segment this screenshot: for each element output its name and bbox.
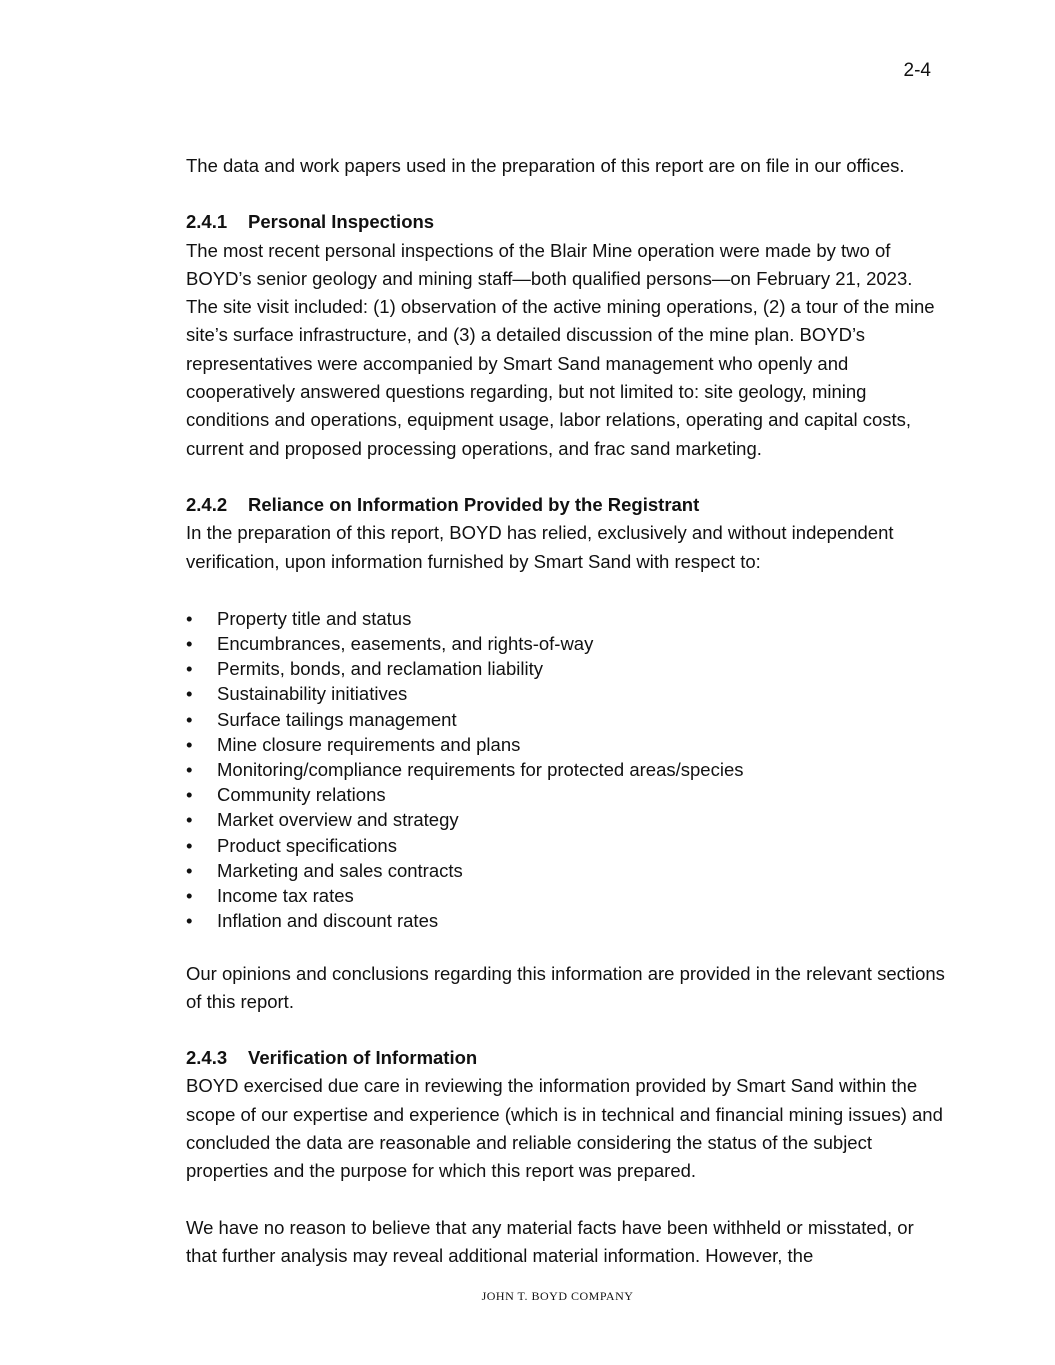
bullet-icon: • xyxy=(186,784,193,806)
section-title: Personal Inspections xyxy=(248,211,435,233)
section-title: Verification of Information xyxy=(248,1047,478,1069)
verification-paragraph: BOYD exercised due care in reviewing the information provided by Smart Sand within the scope of our expertise and experience (which is in technical and financial mining issues) and concluded the data are reasonable and reliable considering the status of the subject properties and the purpose for which this report was prepared. xyxy=(186,1075,943,1182)
section-number: 2.4.1 xyxy=(186,211,228,233)
bullet-icon: • xyxy=(186,633,193,655)
list-item: • Inflation and discount rates xyxy=(186,908,946,933)
list-item: • Marketing and sales contracts xyxy=(186,858,946,883)
inspections-paragraph: The most recent personal inspections of the Blair Mine operation were made by two of BOYD’s senior geology and mining staff—both qualified persons—on February 21, 2023. The site visit included: (1) observation of the active mining operations, (2) a tour of the mine site’s surface infrastructure, and (3) a detailed discussion of the mine plan. BOYD’s representatives were accompanied by Smart Sand management who openly and cooperatively answered questions regarding, but not limited to: site geology, mining conditions and operations, equipment usage, labor relations, operating and capital costs, current and proposed processing operations, and frac sand marketing. xyxy=(186,239,935,459)
list-item: • Property title and status xyxy=(186,606,946,631)
list-item: • Community relations xyxy=(186,782,946,807)
list-item: • Market overview and strategy xyxy=(186,807,946,832)
document-body xyxy=(186,152,946,1270)
page-number: 2-4 xyxy=(903,60,931,81)
section-heading-2-4-3 xyxy=(186,1044,946,1072)
list-item: • Income tax rates xyxy=(186,883,946,908)
list-item: • Sustainability initiatives xyxy=(186,681,946,706)
section-number: 2.4.2 xyxy=(186,493,228,515)
reliance-bullet-list xyxy=(186,606,946,934)
bullet-icon: • xyxy=(186,859,193,881)
section-number: 2.4.3 xyxy=(186,1047,228,1069)
section-heading-2-4-2 xyxy=(186,491,946,519)
bullet-icon: • xyxy=(186,658,193,680)
reliance-paragraph: In the preparation of this report, BOYD has relied, exclusively and without independent verification, upon information furnished by Smart Sand with respect to: xyxy=(186,522,894,572)
bullet-icon: • xyxy=(186,885,193,907)
material-facts-paragraph: We have no reason to believe that any material facts have been withheld or misstated, or that further analysis may reveal additional material information. However, the xyxy=(186,1216,914,1266)
opinions-paragraph: Our opinions and conclusions regarding this information are provided in the relevant sections of this report. xyxy=(186,962,945,1012)
bullet-icon: • xyxy=(186,733,193,755)
bullet-icon: • xyxy=(186,910,193,932)
list-item: • Monitoring/compliance requirements for protected areas/species xyxy=(186,757,946,782)
list-item: • Product specifications xyxy=(186,833,946,858)
bullet-icon: • xyxy=(186,607,193,629)
list-item: • Encumbrances, easements, and rights-of-way xyxy=(186,631,946,656)
bullet-icon: • xyxy=(186,834,193,856)
list-item: • Permits, bonds, and reclamation liability xyxy=(186,656,946,681)
intro-paragraph: The data and work papers used in the preparation of this report are on file in our offices. xyxy=(186,155,905,176)
section-heading-2-4-1 xyxy=(186,208,946,236)
bullet-icon: • xyxy=(186,708,193,730)
list-item: • Mine closure requirements and plans xyxy=(186,732,946,757)
bullet-icon: • xyxy=(186,759,193,781)
bullet-icon: • xyxy=(186,809,193,831)
section-title: Reliance on Information Provided by the Registrant xyxy=(248,493,700,515)
bullet-icon: • xyxy=(186,683,193,705)
list-item: • Surface tailings management xyxy=(186,707,946,732)
footer-company-name: JOHN T. BOYD COMPANY xyxy=(481,1289,634,1303)
